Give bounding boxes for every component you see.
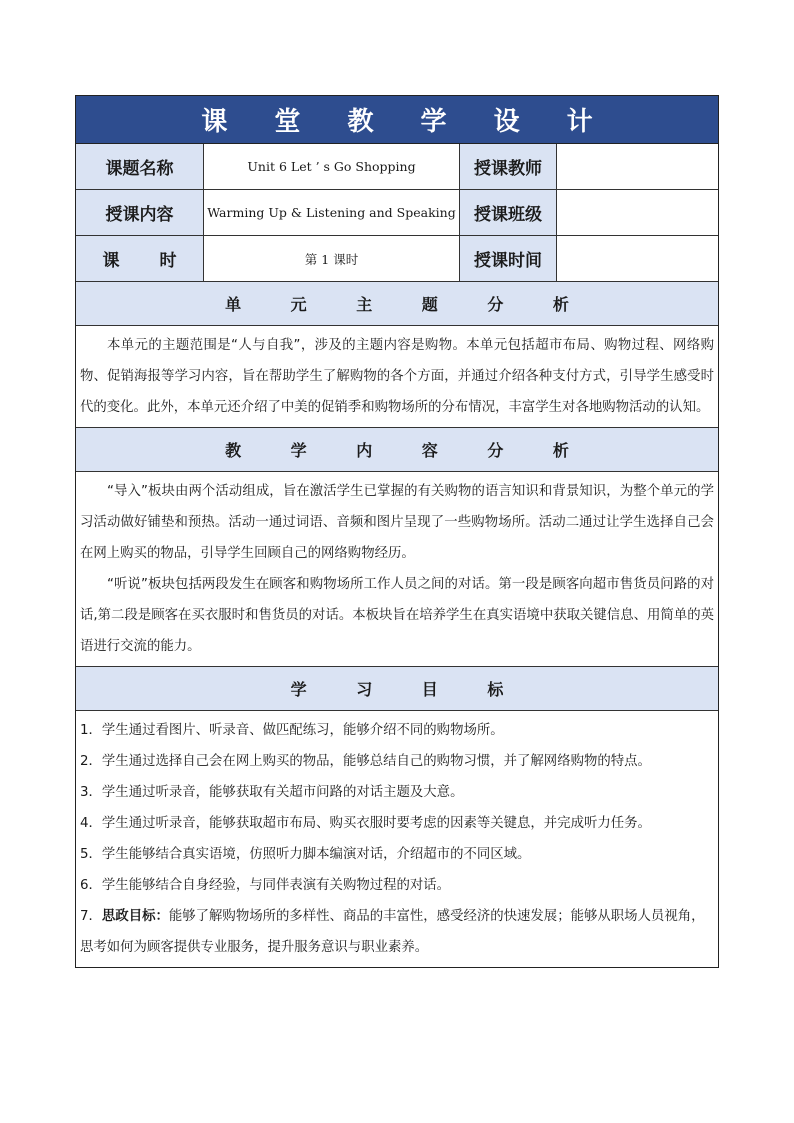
class-value xyxy=(557,190,718,236)
objective-number: 7． xyxy=(80,909,102,924)
content-analysis-paragraph-2: “听说”板块包括两段发生在顾客和购物场所工作人员之间的对话。第一段是顾客向超市售货员问路的对话,第二段是顾客在买衣服时和售货员的对话。本板块旨在培养学生在真实语境中获取关键信息、用简单的英语进行交流的能力。 xyxy=(80,577,714,654)
objective-text: 能够了解购物场所的多样性、商品的丰富性，感受经济的快速发展；能够从职场人员视角，思考如何为顾客提供专业服务，提升服务意识与职业素养。 xyxy=(80,909,705,955)
period-value: 第 1 课时 xyxy=(204,236,460,282)
topic-label: 课题名称 xyxy=(76,144,204,190)
lesson-plan-table xyxy=(75,95,719,968)
objective-number: 5． xyxy=(80,847,102,862)
objective-number: 3． xyxy=(80,785,102,800)
time-value xyxy=(557,236,718,282)
content-value: Warming Up & Listening and Speaking xyxy=(204,190,460,236)
unit-theme-heading: 单 元 主 题 分 析 xyxy=(76,282,718,326)
teacher-label: 授课教师 xyxy=(460,144,557,190)
content-analysis-body xyxy=(76,472,718,667)
objective-number: 1． xyxy=(80,723,102,738)
objective-text: 学生通过听录音，能够获取超市布局、购买衣服时要考虑的因素等关键息，并完成听力任务。 xyxy=(101,816,651,831)
objective-item xyxy=(80,777,714,808)
objective-number: 6． xyxy=(80,878,102,893)
objectives-body xyxy=(76,711,718,967)
teacher-value xyxy=(557,144,718,190)
objective-item xyxy=(80,808,714,839)
document-title: 课 堂 教 学 设 计 xyxy=(76,96,718,144)
objective-text: 学生通过听录音，能够获取有关超市问路的对话主题及大意。 xyxy=(101,785,464,800)
objective-item xyxy=(80,839,714,870)
objective-text: 学生通过看图片、听录音、做匹配练习，能够介绍不同的购物场所。 xyxy=(101,723,504,738)
objective-text: 学生能够结合自身经验，与同伴表演有关购物过程的对话。 xyxy=(101,878,451,893)
period-label: 课 时 xyxy=(76,236,204,282)
time-label: 授课时间 xyxy=(460,236,557,282)
content-analysis-paragraph-1: “导入”板块由两个活动组成，旨在激活学生已掌握的有关购物的语言知识和背景知识，为整个单元的学习活动做好铺垫和预热。活动一通过词语、音频和图片呈现了一些购物场所。活动二通过让学生选择自己会在网上购买的物品，引导学生回顾自己的网络购物经历。 xyxy=(80,484,714,561)
objectives-heading: 学 习 目 标 xyxy=(76,667,718,711)
objective-text: 学生能够结合真实语境，仿照听力脚本编演对话，介绍超市的不同区域。 xyxy=(101,847,531,862)
objective-number: 2． xyxy=(80,754,102,769)
class-label: 授课班级 xyxy=(460,190,557,236)
objective-item xyxy=(80,870,714,901)
objective-emphasis: 思政目标： xyxy=(101,909,169,924)
objective-number: 4． xyxy=(80,816,102,831)
objective-item xyxy=(80,715,714,746)
objective-text: 学生通过选择自己会在网上购买的物品，能够总结自己的购物习惯，并了解网络购物的特点。 xyxy=(101,754,651,769)
objective-item xyxy=(80,746,714,777)
unit-theme-body xyxy=(76,326,718,428)
content-analysis-heading: 教 学 内 容 分 析 xyxy=(76,428,718,472)
unit-theme-paragraph: 本单元的主题范围是“人与自我”，涉及的主题内容是购物。本单元包括超市布局、购物过程、网络购物、促销海报等学习内容，旨在帮助学生了解购物的各个方面，并通过介绍各种支付方式，引导学生感受时代的变化。此外，本单元还介绍了中美的促销季和购物场所的分布情况，丰富学生对各地购物活动的认知。 xyxy=(80,338,714,415)
objective-item xyxy=(80,901,714,963)
info-grid xyxy=(76,144,718,282)
topic-value: Unit 6 Let ’ s Go Shopping xyxy=(204,144,460,190)
content-label: 授课内容 xyxy=(76,190,204,236)
